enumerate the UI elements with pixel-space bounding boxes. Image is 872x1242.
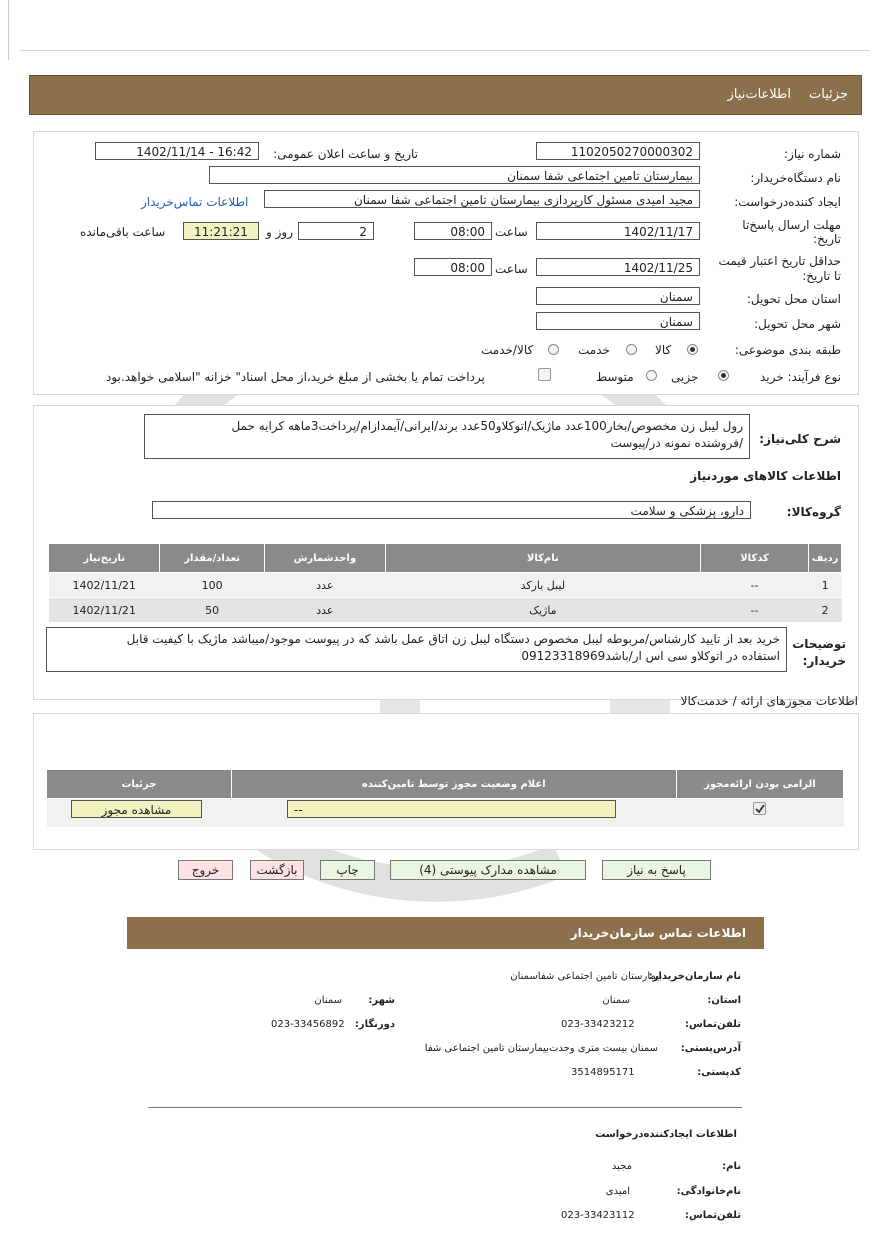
city-label: شهر محل تحویل: — [754, 317, 841, 331]
exit-button[interactable]: خروج — [178, 860, 233, 880]
process-medium-radio[interactable] — [646, 370, 657, 381]
org-value: بیمارستان تامین اجتماعی شفاسمنان — [510, 971, 662, 982]
summary-text-box — [144, 414, 750, 459]
cell-unit: عدد — [264, 598, 385, 623]
validity-date-field: 1402/11/25 — [536, 258, 700, 276]
need-number-field: 1102050270000302 — [536, 142, 700, 160]
creator-label: ایجاد کننده‌درخواست: — [734, 195, 841, 209]
cell-date: 1402/11/21 — [49, 573, 160, 598]
remaining-time-field: 11:21:21 — [183, 222, 259, 240]
cell-date: 1402/11/21 — [49, 598, 160, 623]
phone-value: 023-33423212 — [561, 1019, 635, 1030]
permits-header-row — [47, 770, 844, 799]
family-label: نام‌خانوادگی: — [676, 1186, 741, 1197]
cell-row: 1 — [809, 573, 842, 598]
city-contact-label: شهر: — [368, 995, 395, 1006]
col-name-header: نام‌کالا — [385, 544, 700, 573]
category-service-label: خدمت — [578, 343, 610, 357]
postal-value: 3514895171 — [571, 1067, 635, 1078]
items-table — [48, 543, 842, 623]
cell-qty: 100 — [160, 573, 264, 598]
col-unit-header: واحدشمارش — [264, 544, 385, 573]
province-label: استان محل تحویل: — [746, 292, 841, 306]
category-goods-label: کالا — [655, 343, 672, 357]
category-service-radio[interactable] — [626, 344, 637, 355]
city-contact-value: سمنان — [314, 995, 342, 1006]
items-header-row — [49, 544, 842, 573]
province-contact-label: استان: — [707, 995, 741, 1006]
creator-info-title: اطلاعات ایجادکننده‌درخواست — [595, 1129, 737, 1140]
announce-label: تاریخ و ساعت اعلان عمومی: — [273, 147, 418, 161]
summary-label: شرح کلی‌نیاز: — [759, 432, 841, 446]
org-label: نام سازمان‌خریدار: — [648, 971, 741, 982]
buyer-notes-label — [792, 636, 846, 670]
cell-code: -- — [700, 573, 808, 598]
validity-label: حداقل تاریخ اعتبار قیمت تا تاریخ: — [718, 254, 841, 283]
tab-need-info[interactable]: اطلاعات‌نیاز — [727, 87, 791, 102]
province-contact-value: سمنان — [602, 995, 630, 1006]
deadline-time-field: 08:00 — [414, 222, 492, 240]
goods-info-title: اطلاعات کالاهای موردنیاز — [690, 469, 841, 483]
summary-text-line-2: /فروشنده نمونه در/پیوست — [610, 436, 743, 450]
print-button[interactable]: چاپ — [320, 860, 375, 880]
phone-label: تلفن‌تماس: — [684, 1019, 741, 1030]
check-icon — [754, 803, 765, 814]
days-label: روز و — [266, 225, 293, 239]
days-field: 2 — [298, 222, 374, 240]
buyer-notes-line-1: خرید بعد از تایید کارشناس/مربوطه لیبل مخصوص دستگاه لیبل زن اتاق عمل باشد که در پیوست موجود/میباشد ماژیک با کیفیت قابل — [126, 632, 780, 646]
cell-row: 2 — [809, 598, 842, 623]
goods-group-field: دارو، پزشکی و سلامت — [152, 501, 751, 519]
goods-group-label: گروه‌کالا: — [786, 505, 841, 519]
left-edge-line — [8, 0, 9, 60]
process-type-label: نوع فرآیند: خرید — [760, 370, 841, 384]
back-button[interactable]: بازگشت — [250, 860, 304, 880]
remaining-label: ساعت باقی‌مانده — [80, 225, 166, 239]
buyer-notes-label-line-1: توضیحات — [792, 637, 846, 651]
contact-title-bar — [127, 917, 764, 949]
cell-name: ماژیک — [385, 598, 700, 623]
need-number-label: شماره نیاز: — [784, 147, 841, 161]
treasury-checkbox[interactable] — [538, 368, 551, 381]
top-divider — [20, 50, 870, 51]
cell-unit: عدد — [264, 573, 385, 598]
process-partial-label: جزیی — [671, 370, 699, 384]
announce-datetime-field: 1402/11/14 - 16:42 — [95, 142, 259, 160]
col-code-header: کدکالا — [700, 544, 808, 573]
postal-label: کدپستی: — [697, 1067, 741, 1078]
city-field: سمنان — [536, 312, 700, 330]
buyer-notes-box — [46, 627, 787, 672]
category-label: طبقه بندی موضوعی: — [734, 343, 841, 357]
table-row[interactable] — [49, 573, 842, 598]
creator-phone-label: تلفن‌تماس: — [684, 1210, 741, 1221]
address-value: سمنان بیست متری وحدت‌بیمارستان تامین اجتماعی شفا — [424, 1043, 658, 1054]
col-row-header: ردیف — [809, 544, 842, 573]
summary-text-line-1: رول لیبل زن مخصوص/بخار100عدد ماژیک/اتوکلاو50عدد برند/ایرانی/آیمدازام/پرداخت3ماهه کرایه حمل — [231, 419, 743, 433]
creator-field: مجید امیدی مسئول کارپردازی بیمارستان تامین اجتماعی شفا سمنان — [264, 190, 700, 208]
name-value: مجید — [611, 1161, 632, 1172]
permit-status-field: -- — [287, 800, 616, 818]
name-label: نام: — [722, 1161, 741, 1172]
buyer-contact-link[interactable]: اطلاعات تماس‌خریدار — [141, 195, 249, 209]
category-goods-radio[interactable] — [687, 344, 698, 355]
fax-value: 023-33456892 — [271, 1019, 345, 1030]
permit-required-checkbox[interactable] — [753, 802, 766, 815]
view-permit-button[interactable]: مشاهده مجوز — [71, 800, 202, 818]
deadline-date-field: 1402/11/17 — [536, 222, 700, 240]
permit-required-header: الزامی بودن ارائه‌مجوز — [676, 770, 843, 799]
province-field: سمنان — [536, 287, 700, 305]
reply-button[interactable]: پاسخ به نیاز — [602, 860, 711, 880]
header-bar — [29, 75, 862, 115]
cell-name: لیبل بارکد — [385, 573, 700, 598]
category-goods-service-label: کالا/خدمت — [481, 343, 534, 357]
buyer-notes-line-2: استفاده در اتوکلاو سی اس ار/باشد09123318969 — [521, 649, 780, 663]
process-partial-radio[interactable] — [718, 370, 729, 381]
permits-title: اطلاعات مجوزهای ارائه / خدمت‌کالا — [680, 694, 858, 708]
address-label: آدرس‌پستی: — [680, 1043, 741, 1054]
contact-title: اطلاعات تماس سازمان‌خریدار — [570, 926, 746, 940]
deadline-time-label: ساعت — [495, 225, 528, 239]
cell-code: -- — [700, 598, 808, 623]
buyer-notes-label-line-2: خریدار: — [802, 654, 846, 668]
creator-phone-value: 023-33423112 — [561, 1210, 635, 1221]
validity-time-label: ساعت — [495, 262, 528, 276]
cell-qty: 50 — [160, 598, 264, 623]
permit-details-header: جزئیات — [47, 770, 232, 799]
permit-status-header: اعلام وضعیت مجوز توسط تامین‌کننده — [231, 770, 676, 799]
permits-table — [46, 769, 844, 828]
table-row[interactable] — [49, 598, 842, 623]
contact-divider — [148, 1107, 742, 1108]
col-qty-header: تعداد/مقدار — [160, 544, 264, 573]
category-goods-service-radio[interactable] — [548, 344, 559, 355]
family-value: امیدی — [605, 1186, 630, 1197]
fax-label: دورنگار: — [354, 1019, 395, 1030]
process-medium-label: متوسط — [596, 370, 634, 384]
col-date-header: تاریخ‌نیاز — [49, 544, 160, 573]
buyer-org-label: نام دستگاه‌خریدار: — [750, 171, 841, 185]
attachments-button[interactable]: مشاهده مدارک پیوستی (4) — [390, 860, 586, 880]
deadline-label: مهلت ارسال پاسخ‌تا تاریخ: — [742, 218, 841, 246]
buyer-org-field: بیمارستان تامین اجتماعی شفا سمنان — [209, 166, 700, 184]
treasury-note: پرداخت تمام یا بخشی از مبلغ خرید،از محل اسناد" خزانه "اسلامی خواهد.بود — [106, 370, 485, 384]
tab-details[interactable]: جزئیات — [809, 87, 848, 102]
validity-time-field: 08:00 — [414, 258, 492, 276]
